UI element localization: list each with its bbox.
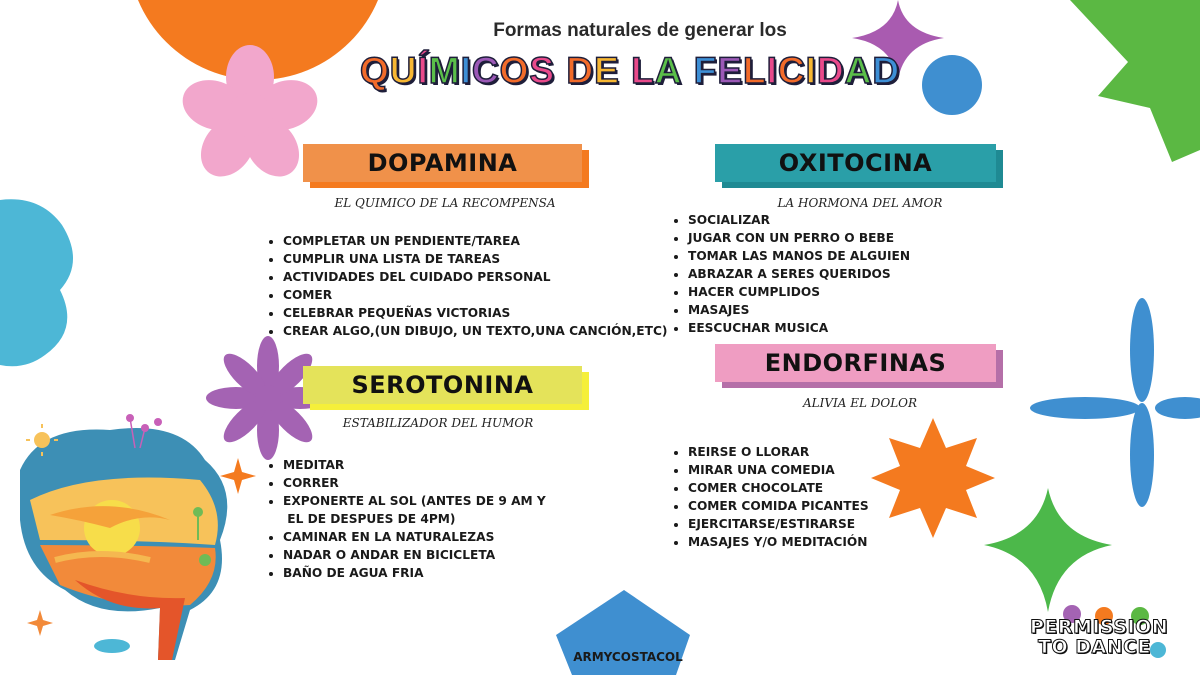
endorfinas-heading: ENDORFINAS xyxy=(715,344,996,382)
title-letter: M xyxy=(428,50,461,91)
list-item: • MASAJES Y/O MEDITACIÓN xyxy=(688,533,869,551)
title-letter: E xyxy=(717,50,744,91)
title-letter: D xyxy=(816,50,845,91)
permission-to-dance-logo xyxy=(1030,617,1175,657)
title-letter: D xyxy=(566,50,595,91)
list-item: • CREAR ALGO,(UN DIBUJO, UN TEXTO,UNA CANCIÓN,ETC) xyxy=(283,322,667,340)
title-letter: I xyxy=(766,50,778,91)
list-item: • EXPONERTE AL SOL (ANTES DE 9 AM Y EL DE DESPUES DE 4PM) xyxy=(283,492,546,528)
list-item: • CELEBRAR PEQUEÑAS VICTORIAS xyxy=(283,304,667,322)
logo-line-1: PERMISSION xyxy=(1030,616,1169,638)
green-sparkle-decoration xyxy=(984,488,1112,612)
list-item: • CORRER xyxy=(283,474,546,492)
list-item: • JUGAR CON UN PERRO O BEBE xyxy=(688,229,910,247)
list-item: • COMER COMIDA PICANTES xyxy=(688,497,869,515)
list-item: • REIRSE O LLORAR xyxy=(688,443,869,461)
list-item: • CAMINAR EN LA NATURALEZAS xyxy=(283,528,546,546)
list-item: • COMER CHOCOLATE xyxy=(688,479,869,497)
title-letter: D xyxy=(872,50,901,91)
dopamina-list xyxy=(267,232,667,340)
title-letter xyxy=(620,50,631,91)
title-letter: Q xyxy=(360,50,390,91)
title-letter: C xyxy=(777,50,806,91)
list-item: • NADAR O ANDAR EN BICICLETA xyxy=(283,546,546,564)
title-letter: F xyxy=(693,50,718,91)
list-item: • SOCIALIZAR xyxy=(688,211,910,229)
list-item: • ABRAZAR A SERES QUERIDOS xyxy=(688,265,910,283)
blue-cross-decoration xyxy=(1030,298,1200,507)
list-item: • MEDITAR xyxy=(283,456,546,474)
title-letter: Í xyxy=(417,50,429,91)
blue-blob-decoration xyxy=(0,199,73,366)
blue-circle-decoration xyxy=(922,55,982,115)
endorfinas-list xyxy=(672,443,869,551)
list-item: • TOMAR LAS MANOS DE ALGUIEN xyxy=(688,247,910,265)
list-item: • BAÑO DE AGUA FRIA xyxy=(283,564,546,582)
list-item: • EESCUCHAR MUSICA xyxy=(688,319,910,337)
dopamina-tagline: EL QUIMICO DE LA RECOMPENSA xyxy=(334,196,556,210)
header-subtitle: Formas naturales de generar los xyxy=(493,20,787,41)
logo-line-2: TO DANCE xyxy=(1038,636,1152,658)
list-item: • HACER CUMPLIDOS xyxy=(688,283,910,301)
title-letter: L xyxy=(631,50,655,91)
serotonina-tagline: ESTABILIZADOR DEL HUMOR xyxy=(342,416,534,430)
title-letter: I xyxy=(805,50,817,91)
serotonina-heading: SEROTONINA xyxy=(303,366,582,404)
serotonina-list xyxy=(267,456,546,582)
orange-sparkle-decoration xyxy=(220,458,256,494)
brain-illustration xyxy=(20,414,227,660)
oxitocina-heading: OXITOCINA xyxy=(715,144,996,182)
main-title xyxy=(360,50,900,100)
credit-text: ARMYCOSTACOL xyxy=(573,650,683,664)
oxitocina-tagline: LA HORMONA DEL AMOR xyxy=(777,196,943,210)
list-item: • COMER xyxy=(283,286,667,304)
title-letter xyxy=(555,50,566,91)
endorfinas-label xyxy=(715,344,996,382)
title-letter: O xyxy=(499,50,530,91)
list-item: • CUMPLIR UNA LISTA DE TAREAS xyxy=(283,250,667,268)
list-item: • COMPLETAR UN PENDIENTE/TAREA xyxy=(283,232,667,250)
title-letter: I xyxy=(460,50,472,91)
title-letter: A xyxy=(654,50,683,91)
orange-starburst-decoration xyxy=(871,418,995,538)
list-item: • ACTIVIDADES DEL CUIDADO PERSONAL xyxy=(283,268,667,286)
title-letter: A xyxy=(844,50,873,91)
dopamina-heading: DOPAMINA xyxy=(303,144,582,182)
title-letter: C xyxy=(471,50,500,91)
title-letter xyxy=(682,50,693,91)
list-item: • EJERCITARSE/ESTIRARSE xyxy=(688,515,869,533)
dopamina-label xyxy=(303,144,582,182)
title-letter: E xyxy=(594,50,620,91)
title-letter: S xyxy=(529,50,556,91)
green-star-decoration xyxy=(1070,0,1200,162)
oxitocina-list xyxy=(672,211,910,337)
serotonina-label xyxy=(303,366,582,404)
title-letter: U xyxy=(389,50,418,91)
oxitocina-label xyxy=(715,144,996,182)
title-letter: L xyxy=(743,50,767,91)
list-item: • MIRAR UNA COMEDIA xyxy=(688,461,869,479)
endorfinas-tagline: ALIVIA EL DOLOR xyxy=(802,396,918,410)
list-item: • MASAJES xyxy=(688,301,910,319)
